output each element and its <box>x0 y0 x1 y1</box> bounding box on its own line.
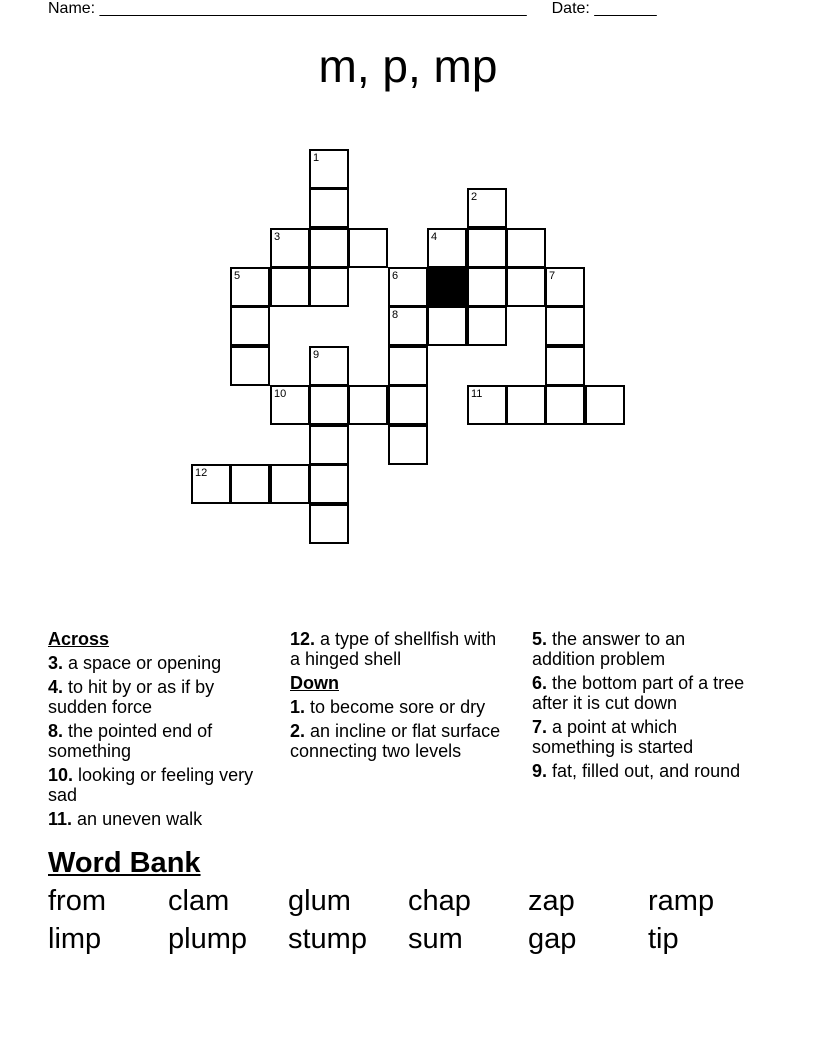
across-clue <box>290 629 508 669</box>
clue-number: 4. <box>48 677 64 697</box>
word-bank-word: glum <box>288 885 351 917</box>
grid-cell[interactable] <box>230 306 270 346</box>
clue-number: 9. <box>532 761 548 781</box>
clue-text: a point at which something is started <box>532 717 694 757</box>
grid-cell[interactable] <box>348 385 388 425</box>
grid-cell[interactable] <box>309 188 349 228</box>
grid-cell[interactable] <box>309 267 349 307</box>
grid-cell[interactable] <box>545 385 585 425</box>
word-bank-word: gap <box>528 923 577 955</box>
grid-cell[interactable] <box>506 267 546 307</box>
down-clue <box>532 673 750 713</box>
clue-text: looking or feeling very sad <box>48 765 254 805</box>
word-bank-word: chap <box>408 885 471 917</box>
grid-cell[interactable] <box>309 346 349 386</box>
grid-cell[interactable] <box>545 267 585 307</box>
grid-cell[interactable] <box>388 385 428 425</box>
clue-number: 6. <box>532 673 548 693</box>
clue-column-3 <box>532 629 750 785</box>
grid-cell[interactable] <box>427 228 467 268</box>
grid-cell[interactable] <box>230 464 270 504</box>
name-field[interactable]: ________________________________________________ <box>99 0 527 17</box>
grid-cell[interactable] <box>191 464 231 504</box>
page-title: m, p, mp <box>318 40 498 92</box>
clue-number: 5. <box>532 629 548 649</box>
grid-cell[interactable] <box>467 385 507 425</box>
clue-number: 3. <box>48 653 64 673</box>
word-bank-word: zap <box>528 885 575 917</box>
word-bank-word: limp <box>48 923 102 955</box>
clue-number: 1. <box>290 697 306 717</box>
clue-text: the pointed end of something <box>48 721 213 761</box>
down-clue <box>532 717 750 757</box>
clue-number: 12. <box>290 629 316 649</box>
cell-number: 8 <box>392 309 399 321</box>
grid-cell[interactable] <box>348 228 388 268</box>
grid-cell[interactable] <box>270 228 310 268</box>
grid-cell[interactable] <box>467 228 507 268</box>
word-bank-word: stump <box>288 923 367 955</box>
down-clue <box>290 697 508 717</box>
clue-number: 2. <box>290 721 306 741</box>
cell-number: 12 <box>195 467 208 479</box>
grid-cell[interactable] <box>309 228 349 268</box>
clue-text: a space or opening <box>68 653 222 673</box>
clue-column-2 <box>290 629 508 765</box>
grid-cell[interactable] <box>270 385 310 425</box>
grid-cell[interactable] <box>545 346 585 386</box>
grid-cell[interactable] <box>230 346 270 386</box>
grid-cell[interactable] <box>309 425 349 465</box>
grid-cell[interactable] <box>467 267 507 307</box>
grid-cell[interactable] <box>467 188 507 228</box>
down-clue <box>290 721 508 761</box>
cell-number: 5 <box>234 270 241 282</box>
word-bank-title: Word Bank <box>48 847 201 879</box>
name-label: Name: <box>48 0 96 17</box>
grid-cell[interactable] <box>309 504 349 544</box>
cell-number: 9 <box>313 349 320 361</box>
word-bank-word: ramp <box>648 885 715 917</box>
cell-number: 1 <box>313 152 320 164</box>
cell-number: 4 <box>431 231 438 243</box>
word-bank-word: plump <box>168 923 247 955</box>
grid-cell[interactable] <box>388 267 428 307</box>
cell-number: 6 <box>392 270 399 282</box>
clue-number: 11. <box>48 809 73 829</box>
word-bank-word: sum <box>408 923 463 955</box>
cell-number: 2 <box>471 191 478 203</box>
grid-cell[interactable] <box>309 385 349 425</box>
cell-number: 10 <box>274 388 287 400</box>
grid-cell[interactable] <box>270 267 310 307</box>
grid-cell[interactable] <box>388 346 428 386</box>
across-clue <box>48 809 266 829</box>
grid-cell[interactable] <box>506 385 546 425</box>
word-bank-word: tip <box>648 923 679 955</box>
grid-cell[interactable] <box>309 464 349 504</box>
down-clue <box>532 629 750 669</box>
clue-text: to become sore or dry <box>310 697 486 717</box>
clue-text: fat, filled out, and round <box>552 761 741 781</box>
down-heading: Down <box>290 673 339 693</box>
cell-number: 7 <box>549 270 556 282</box>
clue-number: 8. <box>48 721 64 741</box>
grid-cell[interactable] <box>545 306 585 346</box>
clue-text: an incline or flat surface connecting two levels <box>290 721 501 761</box>
date-field[interactable]: _______ <box>594 0 657 17</box>
across-clue <box>48 721 266 761</box>
across-clue <box>48 677 266 717</box>
grid-cell[interactable] <box>309 149 349 189</box>
cell-number: 11 <box>471 388 483 400</box>
across-clue <box>48 765 266 805</box>
grid-cell[interactable] <box>467 306 507 346</box>
date-label: Date: <box>551 0 590 17</box>
clue-text: to hit by or as if by sudden force <box>48 677 215 717</box>
clue-text: a type of shellfish with a hinged shell <box>290 629 497 669</box>
clue-text: an uneven walk <box>77 809 203 829</box>
grid-cell[interactable] <box>388 306 428 346</box>
cell-number: 3 <box>274 231 281 243</box>
black-square <box>427 267 467 307</box>
across-heading: Across <box>48 629 110 649</box>
clue-column-1 <box>48 629 266 833</box>
word-bank-word: from <box>48 885 106 917</box>
clue-text: the bottom part of a tree after it is cut down <box>532 673 745 713</box>
grid-cell[interactable] <box>427 306 467 346</box>
word-bank-word: clam <box>168 885 230 917</box>
across-clue <box>48 653 266 673</box>
grid-cell[interactable] <box>270 464 310 504</box>
down-clue <box>532 761 750 781</box>
grid-cell[interactable] <box>506 228 546 268</box>
clue-number: 10. <box>48 765 74 785</box>
clue-text: the answer to an addition problem <box>532 629 686 669</box>
clue-number: 7. <box>532 717 548 737</box>
grid-cell[interactable] <box>388 425 428 465</box>
grid-cell[interactable] <box>585 385 625 425</box>
grid-cell[interactable] <box>230 267 270 307</box>
